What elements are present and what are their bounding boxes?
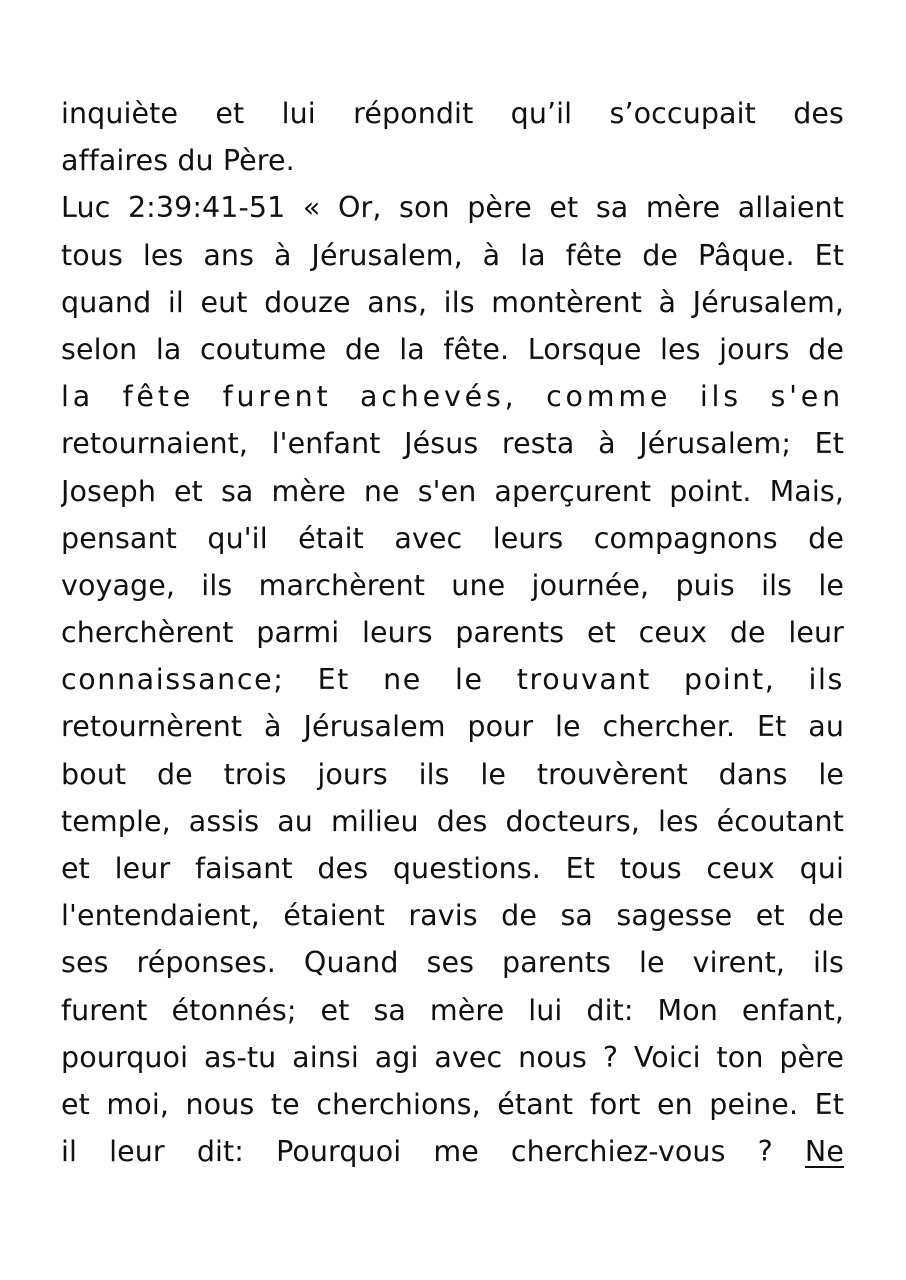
underlined-word: Ne (804, 1135, 844, 1169)
text-line: pensant qu'il était avec leurs compagnons de (61, 521, 844, 555)
last-line-text: il leur dit: Pourquoi me cherchiez-vous ? (61, 1135, 773, 1169)
text-line: retournaient, l'enfant Jésus resta à Jérusalem; Et (61, 427, 844, 461)
text-line: temple, assis au milieu des docteurs, les écoutant (61, 804, 844, 838)
text-line: l'entendaient, étaient ravis de sa sagesse et de (61, 899, 844, 933)
text-line: pourquoi as-tu ainsi agi avec nous ? Voici ton père (61, 1040, 844, 1074)
document-page (61, 90, 844, 1175)
text-line: Joseph et sa mère ne s'en aperçurent point. Mais, (61, 474, 844, 508)
text-line: cherchèrent parmi leurs parents et ceux de leur (61, 616, 844, 650)
text-line: tous les ans à Jérusalem, à la fête de Pâque. Et (61, 238, 844, 272)
text-line: inquiète et lui répondit qu’il s’occupait des (61, 97, 844, 130)
verse-reference-line: Luc 2:39:41-51 « Or, son père et sa mère allaient (61, 191, 844, 225)
text-line: et moi, nous te cherchions, étant fort en peine. Et (61, 1087, 844, 1121)
text-line: retournèrent à Jérusalem pour le chercher. Et au (61, 710, 844, 744)
text-line: furent étonnés; et sa mère lui dit: Mon enfant, (61, 993, 844, 1027)
text-line: ses réponses. Quand ses parents le virent, ils (61, 946, 844, 980)
text-line: bout de trois jours ils le trouvèrent dans le (61, 757, 844, 791)
text-line: selon la coutume de la fête. Lorsque les jours de (61, 332, 844, 366)
last-text-line (61, 1128, 844, 1175)
text-line: la fête furent achevés, comme ils s'en (61, 380, 844, 414)
text-line: voyage, ils marchèrent une journée, puis ils le (61, 568, 844, 602)
text-line: et leur faisant des questions. Et tous ceux qui (61, 852, 844, 885)
text-line: connaissance; Et ne le trouvant point, ils (61, 663, 844, 697)
text-line: quand il eut douze ans, ils montèrent à Jérusalem, (61, 285, 844, 319)
text-line: affaires du Père. (61, 144, 295, 178)
